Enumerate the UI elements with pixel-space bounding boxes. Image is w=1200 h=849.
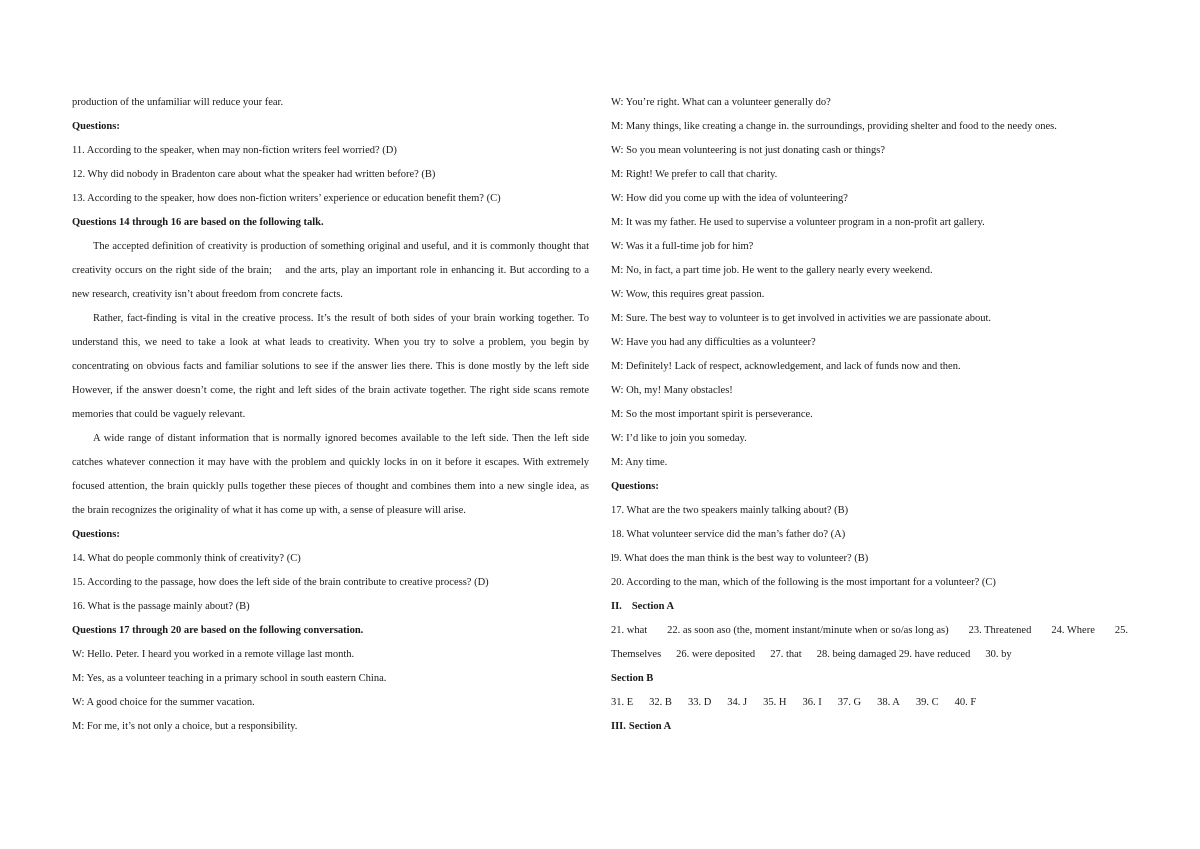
- dialogue-line: W: You’re right. What can a volunteer generally do?: [611, 97, 831, 108]
- dialogue-line: M: Many things, like creating a change in. the surroundings, providing shelter and food to the needy ones.: [611, 121, 1057, 132]
- section-heading: Section B: [611, 673, 654, 684]
- question-item: 12. Why did nobody in Bradenton care about what the speaker had written before? (B): [72, 169, 436, 180]
- question-item: l9. What does the man think is the best way to volunteer? (B): [611, 553, 869, 564]
- question-item: 20. According to the man, which of the following is the most important for a volunteer? (C): [611, 577, 996, 588]
- answer-item: 28. being damaged 29. have reduced: [816, 649, 971, 660]
- questions-heading: Questions:: [72, 121, 120, 132]
- answer-item: 27. that: [770, 649, 802, 660]
- paragraph-line: the brain recognizes the originality of what it has come up with, a sense of pleasure will arise.: [72, 505, 466, 516]
- section-heading: [611, 715, 1128, 739]
- paragraph-line: Rather, fact-finding is vital in the creative process. It’s the result of both sides of your brain working together. To: [93, 313, 589, 324]
- paragraph-line: focused attention, the brain quickly pulls together these pieces of thought and combines them into a new single idea, as: [72, 481, 589, 492]
- intro-line: production of the unfamiliar will reduce your fear.: [72, 97, 284, 108]
- section-title: Section A: [631, 601, 675, 612]
- conversation-heading: Questions 17 through 20 are based on the following conversation.: [72, 625, 364, 636]
- dialogue-line: M: Right! We prefer to call that charity.: [611, 169, 778, 180]
- paragraph-line: concentrating on obvious facts and familiar solutions to see if the answer lies there. This is done mostly by the left side: [72, 361, 589, 372]
- question-item: 16. What is the passage mainly about? (B): [72, 601, 250, 612]
- answer-item: 37. G: [837, 697, 862, 708]
- question-item: 11. According to the speaker, when may non-fiction writers feel worried? (D): [72, 145, 397, 156]
- talk-heading: Questions 14 through 16 are based on the following talk.: [72, 217, 324, 228]
- answers-row: [611, 619, 1128, 643]
- section-number: II.: [611, 601, 622, 612]
- section-title: Section A: [628, 721, 672, 732]
- answer-item: 21. what: [611, 625, 648, 636]
- answer-item: 39. C: [915, 697, 939, 708]
- dialogue-line: W: I’d like to join you someday.: [611, 433, 747, 444]
- dialogue-line: W: Hello. Peter. I heard you worked in a remote village last month.: [72, 649, 355, 660]
- question-item: 15. According to the passage, how does the left side of the brain contribute to creative process? (D): [72, 577, 489, 588]
- dialogue-line: M: Definitely! Lack of respect, acknowledgement, and lack of funds now and then.: [611, 361, 961, 372]
- left-column: [72, 91, 589, 739]
- dialogue-line: M: Sure. The best way to volunteer is to get involved in activities we are passionate about.: [611, 313, 992, 324]
- answer-item: 40. F: [954, 697, 977, 708]
- paragraph-line: memories that could be vaguely relevant.: [72, 409, 246, 420]
- dialogue-line: M: For me, it’s not only a choice, but a responsibility.: [72, 721, 298, 732]
- section-number: III.: [611, 721, 626, 732]
- answer-item: 23. Threatened: [968, 625, 1032, 636]
- answer-item: Themselves: [611, 649, 662, 660]
- answer-item: 24. Where: [1051, 625, 1095, 636]
- right-column: [611, 91, 1128, 739]
- paragraph-line: new research, creativity isn’t about freedom from concrete facts.: [72, 289, 343, 300]
- dialogue-line: W: Oh, my! Many obstacles!: [611, 385, 733, 396]
- answer-item: 38. A: [877, 697, 900, 708]
- question-item: 13. According to the speaker, how does non-fiction writers’ experience or education benefit them? (C): [72, 193, 501, 204]
- answer-item: 34. J: [727, 697, 748, 708]
- answer-item: 36. I: [802, 697, 822, 708]
- dialogue-line: W: Was it a full-time job for him?: [611, 241, 754, 252]
- paragraph-line: However, if the answer doesn’t come, the right and left sides of the brain activate together. The right side scans remote: [72, 385, 589, 396]
- dialogue-line: W: Have you had any difficulties as a volunteer?: [611, 337, 816, 348]
- dialogue-line: M: Any time.: [611, 457, 668, 468]
- questions-heading: Questions:: [72, 529, 120, 540]
- dialogue-line: W: So you mean volunteering is not just donating cash or things?: [611, 145, 886, 156]
- dialogue-line: W: A good choice for the summer vacation.: [72, 697, 255, 708]
- answer-item: 30. by: [985, 649, 1012, 660]
- dialogue-line: M: So the most important spirit is perseverance.: [611, 409, 813, 420]
- answer-item: 35. H: [763, 697, 787, 708]
- paragraph-line: understand this, we need to take a look at what leads to creativity. When you try to solve a problem, you begin by: [72, 337, 589, 348]
- paragraph-line: creativity occurs on the right side of the brain; and the arts, play an important role in enhancing it. But according to a: [72, 265, 589, 276]
- dialogue-line: M: No, in fact, a part time job. He went to the gallery nearly every weekend.: [611, 265, 933, 276]
- question-item: 14. What do people commonly think of creativity? (C): [72, 553, 301, 564]
- dialogue-line: M: Yes, as a volunteer teaching in a primary school in south eastern China.: [72, 673, 387, 684]
- dialogue-line: W: Wow, this requires great passion.: [611, 289, 765, 300]
- answers-row: [611, 643, 1128, 667]
- questions-heading: Questions:: [611, 481, 659, 492]
- answer-item: 32. B: [649, 697, 672, 708]
- question-item: 18. What volunteer service did the man’s father do? (A): [611, 529, 846, 540]
- paragraph-line: A wide range of distant information that is normally ignored becomes available to the left side. Then the left side: [93, 433, 589, 444]
- answer-item: 33. D: [687, 697, 712, 708]
- dialogue-line: W: How did you come up with the idea of volunteering?: [611, 193, 848, 204]
- dialogue-line: M: It was my father. He used to supervise a volunteer program in a non-profit art gallery.: [611, 217, 985, 228]
- answer-item: 26. were deposited: [676, 649, 756, 660]
- answer-item: 25.: [1114, 625, 1128, 636]
- paragraph-line: catches whatever connection it may have with the problem and quickly locks in on it before it escapes. With extremely: [72, 457, 589, 468]
- answer-item: 22. as soon aso (the, moment instant/minute when or so/as long as): [667, 625, 949, 636]
- answer-item: 31. E: [611, 697, 634, 708]
- answers-row: [611, 691, 1128, 715]
- section-heading: [611, 595, 1128, 619]
- question-item: 17. What are the two speakers mainly talking about? (B): [611, 505, 849, 516]
- paragraph-line: The accepted definition of creativity is production of something original and useful, and it is commonly thought that: [93, 241, 589, 252]
